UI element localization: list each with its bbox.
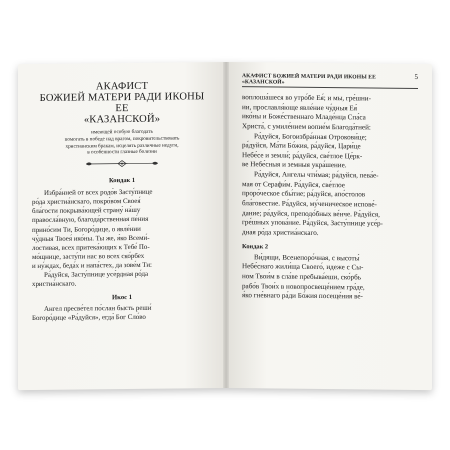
- subtitle-line: христианским бракам, исцелять различные недуги,: [65, 142, 179, 150]
- subtitle-line: в особенности глазные болезни: [87, 149, 157, 156]
- text-line: Христа́, с умиле́нием вопие́м Благода́тней:: [242, 122, 371, 132]
- akathist-title: [32, 80, 212, 126]
- text-line: дание; ра́дуйся, преподо́бных ве́нче. Ра́дуйся,: [242, 208, 380, 219]
- text-line: ии, прославля́юще явле́ние чу́дныя Ея́: [242, 102, 357, 113]
- subtitle-line: помогать в победе над врагом, покровительствовать: [64, 135, 180, 143]
- text-line: дная ро́да христиа́нскаго.: [242, 228, 319, 237]
- text-line: Богоро́дице «Ра́дуйся», егда́ Бог Сло́во: [32, 314, 146, 323]
- text-line: прино́сим Ти, Богоро́дице, о явле́нии: [32, 225, 141, 234]
- kontak-1-text: [32, 187, 212, 289]
- running-title: АКАФИСТ БОЖИЕЙ МАТЕРИ РАДИ ИКОНЫ ЕЕ «КАЗАНСКОЙ»: [242, 73, 376, 86]
- text-line: ном Твои́м в сла́ве пребыва́еши, ско́рбь: [242, 272, 361, 282]
- ikos-1-continuation: [242, 93, 418, 239]
- kontak-2-text: [242, 253, 418, 303]
- kontak-2-heading: Кондак 2: [242, 242, 269, 251]
- text-line: рабо́в Твои́х в новопросвеще́нием гра́де,: [242, 281, 365, 291]
- title-line: БОЖИЕЙ МАТЕРИ РАДИ ИКОНЫ ЕЕ: [39, 91, 205, 115]
- text-line: бла́говестие. Ра́дуйся, му́ченическое испове́-: [242, 199, 377, 209]
- text-line: воплоша́шеся во утро́бе Ея́; и мы, гре́шни-: [242, 93, 371, 103]
- text-line: ве Небе́сныя и земныя укра́шение.: [242, 160, 347, 170]
- text-line: ра́дуйся, Ма́ти Бо́жия, ра́дуйся, Цари́це: [242, 141, 361, 151]
- text-line: мо́щнице, засту́пи нас во всех ско́рбех: [32, 252, 145, 261]
- text-line: ро́да христиа́нскаго, покро́вом Своея́: [32, 198, 141, 207]
- text-line: Ра́дуйся, Засту́пнице усе́рдная ро́да: [44, 270, 149, 279]
- book-spine: [223, 62, 229, 388]
- title-line: АКАФИСТ: [95, 80, 149, 93]
- open-booklet: [18, 62, 432, 388]
- kontak-1-heading: Кондак 1: [108, 177, 136, 185]
- text-line: Ра́дуйся, Ангелы чти́мая; ра́дуйся, пева́е-: [254, 170, 379, 180]
- text-line: я́ко гне́внаго ра́ди Бо́жия посеще́ния ве́-: [242, 291, 363, 301]
- text-line: Ангел пресве́тел по́слан бысть реши́: [44, 305, 152, 314]
- text-line: ико́ны и Боже́ственнаго Младе́нца Спа́са: [242, 112, 366, 122]
- title-line: «КАЗАНСКОЙ»: [83, 113, 161, 126]
- text-line: гре́шных упова́ние. Ра́дуйся, Засту́пнице усе́р-: [242, 218, 383, 228]
- page-number: 5: [414, 72, 418, 82]
- text-line: Небе́се и земли́; ра́дуйся, све́тлое Це́рк-: [242, 151, 363, 161]
- text-line: христиа́нскаго.: [32, 280, 77, 289]
- text-line: Небе́снаго жили́ща Своего́, идеже с Сы-: [242, 262, 364, 272]
- ikos-1-heading: Икос 1: [111, 294, 132, 302]
- text-line: Ра́дуйся, Богоизбра́нная Отрокови́це;: [254, 131, 367, 142]
- text-line: чу́дныя Твоея́ ико́ны. Ты же, я́ко Всеми́-: [32, 234, 150, 243]
- left-page: [18, 62, 226, 390]
- text-line: мая от Серафи́м. Ра́дуйся, све́тлое: [242, 179, 345, 190]
- text-line: бла́гости покрыва́ющей страну́ на́шу: [32, 207, 141, 216]
- text-line: Избра́нней от всех родо́в Засту́пнице: [44, 188, 153, 197]
- right-page: [226, 62, 432, 390]
- akathist-subtitle: [32, 128, 212, 157]
- running-header: [242, 71, 418, 89]
- text-line: правосла́вную, благода́рственная пе́ния: [32, 216, 149, 225]
- text-line: проро́ческое сбы́тие; ра́дуйся, апо́столов: [242, 189, 366, 199]
- ornament-divider-icon: [82, 159, 162, 169]
- text-line: Ви́дящи, Всенепоро́чная, с высоты́: [254, 252, 360, 263]
- ikos-1-text: [32, 303, 212, 323]
- subtitle-line: имеющей особую благодать: [91, 128, 153, 136]
- text-line: и ну́ждах, беда́х и напа́стех, да зове́м Ти:: [32, 261, 152, 270]
- text-line: лостивая, всех притека́ющих к Тебе́ По-: [32, 243, 150, 252]
